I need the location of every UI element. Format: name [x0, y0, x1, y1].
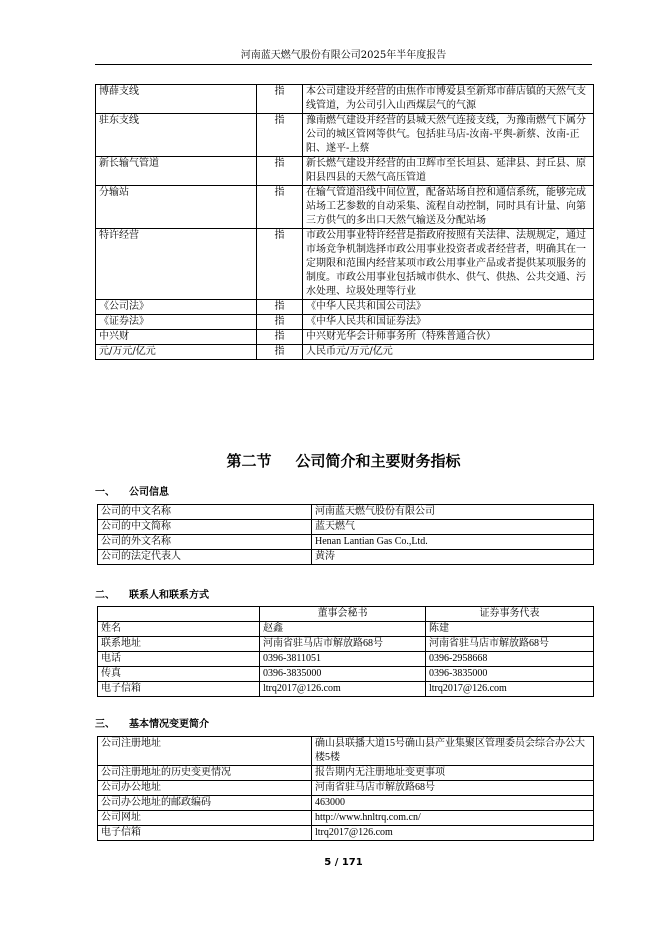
contacts-secretary-value: 0396-3811051	[260, 652, 426, 667]
basic-info-heading-num: 三、	[95, 719, 115, 730]
definition-row	[96, 157, 594, 186]
definition-description: 在输气管道沿线中间位置，配备站场自控和通信系统，能够完成站场工艺参数的自动采集、流程自动控制，同时具有计量、向第三方供气的多出口天然气输送及分配站场	[303, 186, 594, 229]
definition-term: 《证券法》	[96, 315, 257, 330]
basic-info-row	[98, 826, 594, 841]
basic-info-row	[98, 796, 594, 811]
contacts-label: 姓名	[98, 622, 260, 637]
contacts-heading	[95, 589, 209, 603]
definition-row	[96, 300, 594, 315]
company-info-label: 公司的中文简称	[98, 520, 312, 535]
definition-description: 豫南燃气建设并经营的县城天然气连接支线，为豫南燃气下属分公司的城区管网等供气。包括驻马店-汝南-平舆-新蔡、汝南-正阳、遂平-上蔡	[303, 114, 594, 157]
contacts-rep-value: 河南省驻马店市解放路68号	[426, 637, 594, 652]
contacts-secretary-value: 河南省驻马店市解放路68号	[260, 637, 426, 652]
basic-info-value: 河南省驻马店市解放路68号	[312, 781, 594, 796]
contacts-rep-value: ltrq2017@126.com	[426, 682, 594, 697]
definition-description: 市政公用事业特许经营是指政府按照有关法律、法规规定，通过市场竞争机制选择市政公用事业投资者或者经营者，明确其在一定期限和范围内经营某项市政公用事业产品或者提供某项服务的制度。市政公用事业包括城市供水、供气、供热、公共交通、污水处理、垃圾处理等行业	[303, 229, 594, 300]
contacts-secretary-value: 0396-3835000	[260, 667, 426, 682]
contacts-label: 电话	[98, 652, 260, 667]
basic-info-table	[97, 736, 594, 841]
contacts-heading-text: 联系人和联系方式	[129, 590, 209, 601]
contacts-table	[97, 606, 594, 697]
company-info-label: 公司的法定代表人	[98, 550, 312, 565]
contacts-rep-value: 0396-3835000	[426, 667, 594, 682]
basic-info-label: 公司办公地址的邮政编码	[98, 796, 312, 811]
definition-row	[96, 186, 594, 229]
contacts-label: 传真	[98, 667, 260, 682]
contacts-header-secretary: 董事会秘书	[260, 607, 426, 622]
definition-relation: 指	[257, 157, 303, 186]
section-number: 第二节	[226, 452, 272, 470]
definition-term: 中兴财	[96, 330, 257, 345]
basic-info-label: 电子信箱	[98, 826, 312, 841]
definition-relation: 指	[257, 330, 303, 345]
definition-description: 中兴财光华会计师事务所（特殊普通合伙）	[303, 330, 594, 345]
basic-info-label: 公司办公地址	[98, 781, 312, 796]
definition-term: 博薛支线	[96, 85, 257, 114]
basic-info-value: 报告期内无注册地址变更事项	[312, 766, 594, 781]
basic-info-label: 公司注册地址的历史变更情况	[98, 766, 312, 781]
company-info-value: 河南蓝天燃气股份有限公司	[312, 505, 594, 520]
basic-info-label: 公司网址	[98, 811, 312, 826]
contacts-secretary-value: 赵鑫	[260, 622, 426, 637]
definition-term: 元/万元/亿元	[96, 345, 257, 360]
contacts-rep-value: 陈建	[426, 622, 594, 637]
company-info-table	[97, 504, 594, 565]
contacts-row	[98, 667, 594, 682]
contacts-header-row	[98, 607, 594, 622]
section-heading: 公司简介和主要财务指标	[295, 452, 461, 470]
contacts-header-rep: 证券事务代表	[426, 607, 594, 622]
contacts-row	[98, 622, 594, 637]
definition-row	[96, 345, 594, 360]
definition-term: 分输站	[96, 186, 257, 229]
definition-description: 《中华人民共和国公司法》	[303, 300, 594, 315]
definition-term: 《公司法》	[96, 300, 257, 315]
company-info-heading	[95, 486, 169, 500]
basic-info-row	[98, 737, 594, 766]
basic-info-label: 公司注册地址	[98, 737, 312, 766]
company-info-value: 蓝天燃气	[312, 520, 594, 535]
company-info-heading-num: 一、	[95, 487, 115, 498]
contacts-row	[98, 652, 594, 667]
company-info-label: 公司的中文名称	[98, 505, 312, 520]
definition-row	[96, 229, 594, 300]
basic-info-row	[98, 781, 594, 796]
definition-relation: 指	[257, 114, 303, 157]
page-header: 河南蓝天燃气股份有限公司2025年半年度报告	[240, 50, 447, 61]
definition-relation: 指	[257, 345, 303, 360]
header-rule	[95, 64, 592, 65]
basic-info-value: 463000	[312, 796, 594, 811]
company-info-row	[98, 520, 594, 535]
definition-row	[96, 85, 594, 114]
definition-relation: 指	[257, 315, 303, 330]
contacts-label: 电子信箱	[98, 682, 260, 697]
definition-description: 新长燃气建设并经营的由卫辉市至长垣县、延津县、封丘县、原阳县四县的天然气高压管道	[303, 157, 594, 186]
contacts-row	[98, 637, 594, 652]
basic-info-value: http://www.hnltrq.com.cn/	[312, 811, 594, 826]
basic-info-heading-text: 基本情况变更简介	[129, 719, 209, 730]
company-info-value: Henan Lantian Gas Co.,Ltd.	[312, 535, 594, 550]
definition-description: 本公司建设并经营的由焦作市博爱县至新郑市薛店镇的天然气支线管道，为公司引入山西煤层气的气源	[303, 85, 594, 114]
company-info-heading-text: 公司信息	[129, 487, 169, 498]
definition-relation: 指	[257, 186, 303, 229]
company-info-value: 黄涛	[312, 550, 594, 565]
definition-term: 新长输气管道	[96, 157, 257, 186]
definition-row	[96, 114, 594, 157]
company-info-row	[98, 505, 594, 520]
definition-row	[96, 315, 594, 330]
contacts-label: 联系地址	[98, 637, 260, 652]
definition-relation: 指	[257, 300, 303, 315]
contacts-rep-value: 0396-2958668	[426, 652, 594, 667]
definition-row	[96, 330, 594, 345]
company-info-label: 公司的外文名称	[98, 535, 312, 550]
basic-info-heading	[95, 718, 209, 732]
basic-info-value: ltrq2017@126.com	[312, 826, 594, 841]
basic-info-row	[98, 766, 594, 781]
basic-info-row	[98, 811, 594, 826]
page-number: 5 / 171	[324, 857, 363, 868]
contacts-header-blank	[98, 607, 260, 622]
definition-description: 人民币元/万元/亿元	[303, 345, 594, 360]
company-info-row	[98, 550, 594, 565]
section-title	[95, 451, 592, 471]
definition-relation: 指	[257, 229, 303, 300]
company-info-row	[98, 535, 594, 550]
definitions-table	[95, 84, 594, 360]
contacts-secretary-value: ltrq2017@126.com	[260, 682, 426, 697]
definition-relation: 指	[257, 85, 303, 114]
contacts-heading-num: 二、	[95, 590, 115, 601]
basic-info-value: 确山县联播大道15号确山县产业集聚区管理委员会综合办公大楼5楼	[312, 737, 594, 766]
contacts-row	[98, 682, 594, 697]
definition-term: 特许经营	[96, 229, 257, 300]
definition-description: 《中华人民共和国证券法》	[303, 315, 594, 330]
definition-term: 驻东支线	[96, 114, 257, 157]
